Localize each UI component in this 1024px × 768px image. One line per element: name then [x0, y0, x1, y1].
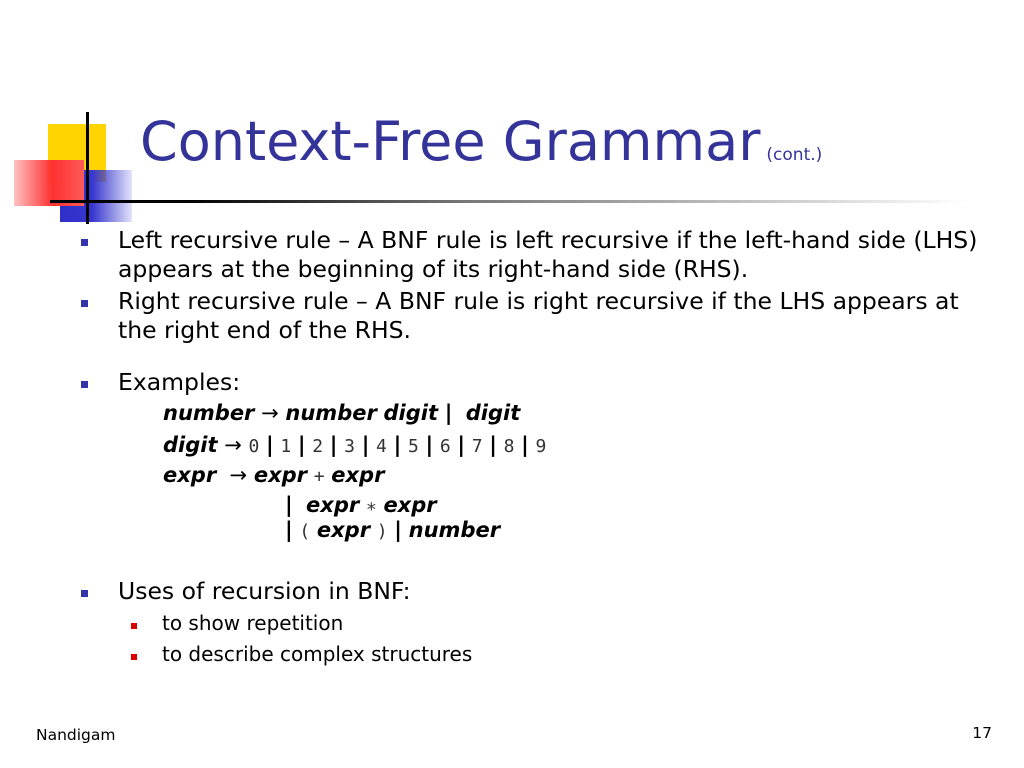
alternation-bar: | [444, 401, 453, 425]
terminal-times: ∗ [365, 496, 377, 517]
nonterminal-expr: expr [306, 493, 360, 517]
nonterminal-expr: expr [163, 463, 217, 487]
bullet-marker [81, 300, 88, 307]
alternation-bar: | [266, 433, 274, 457]
sub-bullet-structures: to describe complex structures [162, 642, 473, 666]
terminal-digit: 2 [312, 436, 324, 457]
sub-bullet-marker [131, 623, 137, 629]
nonterminal-digit: digit [383, 401, 439, 425]
terminal-plus: + [313, 466, 325, 487]
grammar-alt-times [285, 492, 437, 520]
nonterminal-expr: expr [331, 463, 385, 487]
alternation-bar: | [329, 433, 338, 457]
sub-bullet-marker [131, 654, 137, 660]
terminal-digit: 8 [503, 436, 515, 457]
grammar-rule-number [163, 400, 520, 426]
title-underline [50, 200, 970, 203]
alternation-bar: | [393, 433, 402, 457]
title-sub: (cont.) [766, 145, 823, 165]
alternation-bar: | [361, 433, 370, 457]
alternation-bar: | [425, 433, 434, 457]
bullet-right-recursive: Right recursive rule – A BNF rule is right recursive if the LHS appears at the right end of the RHS. [118, 287, 959, 344]
arrow-symbol: → [229, 463, 248, 487]
footer-author: Nandigam [36, 726, 116, 744]
terminal-digit: 3 [344, 436, 355, 457]
nonterminal-number: number [163, 401, 255, 425]
bullet-marker [81, 381, 88, 388]
terminal-digit: 1 [280, 436, 292, 457]
alternation-bar: | [521, 433, 529, 457]
alternation-bar: | [489, 433, 497, 457]
nonterminal-digit: digit [163, 433, 218, 457]
alternation-bar: | [394, 518, 402, 542]
grammar-rule-expr [163, 462, 384, 490]
title-main: Context-Free Grammar [140, 110, 761, 173]
terminal-digit: 7 [471, 436, 483, 457]
bullet-examples: Examples: [118, 368, 241, 396]
terminal-digit: 5 [407, 436, 419, 457]
bullet-uses: Uses of recursion in BNF: [118, 577, 411, 605]
arrow-symbol: → [261, 401, 279, 425]
nonterminal-number: number [285, 401, 377, 425]
terminal-digit: 9 [535, 436, 547, 457]
decor-vertical-line [86, 112, 89, 224]
bullet-marker [81, 590, 88, 597]
alternation-bar: | [297, 433, 306, 457]
bullet-left-recursive: Left recursive rule – A BNF rule is left recursive if the left-hand side (LHS) appears at the beginning of its right-hand side (RHS). [118, 226, 978, 283]
grammar-rule-digit [163, 432, 546, 460]
terminal-rparen: ) [376, 521, 388, 542]
sub-bullet-repetition: to show repetition [162, 611, 344, 635]
alternation-bar: | [457, 433, 466, 457]
nonterminal-expr: expr [253, 463, 308, 487]
page-number: 17 [972, 724, 992, 742]
nonterminal-expr: expr [316, 518, 371, 542]
alternation-bar: | [285, 518, 293, 542]
terminal-lparen: ( [299, 521, 311, 542]
nonterminal-expr: expr [383, 493, 437, 517]
grammar-alt-paren [285, 517, 500, 545]
terminal-digit: 6 [439, 436, 451, 457]
terminal-digit: 0 [248, 436, 260, 457]
arrow-symbol: → [224, 433, 242, 457]
bullet-marker [81, 239, 88, 246]
nonterminal-digit: digit [465, 401, 521, 425]
slide-title [140, 110, 822, 173]
terminal-digit: 4 [376, 436, 387, 457]
alternation-bar: | [285, 493, 293, 517]
nonterminal-number: number [408, 518, 501, 542]
